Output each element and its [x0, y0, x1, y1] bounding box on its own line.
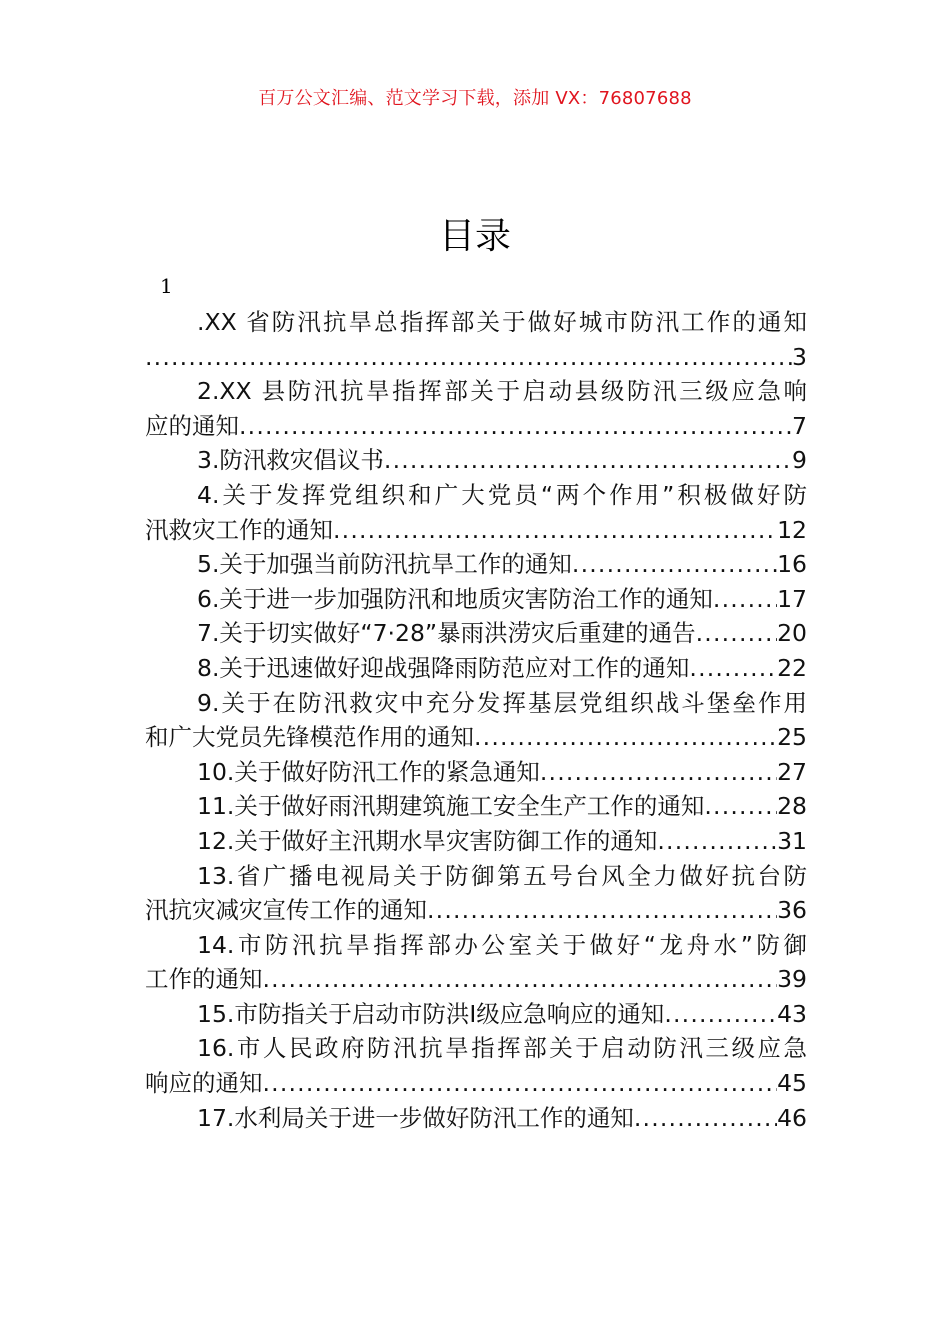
toc-entry-1-line-1[interactable]: .XX 省防汛抗旱总指挥部关于做好城市防汛工作的通知	[197, 308, 807, 336]
toc-entry-7[interactable]: 7.关于切实做好“7·28”暴雨洪涝灾后重建的通告 ..... 20	[145, 616, 807, 651]
page-number: 43	[777, 999, 807, 1028]
toc-entry-4-line-2[interactable]: 汛救灾工作的通知 ..... 12	[145, 513, 807, 548]
leader-dots	[333, 513, 777, 548]
toc-entry-16-line-1[interactable]: 16.市人民政府防汛抗旱指挥部关于启动防汛三级应急	[197, 1034, 807, 1063]
toc-entry-13-line-1[interactable]: 13.省广播电视局关于防御第五号台风全力做好抗台防	[197, 861, 807, 890]
toc-entry-2-line-1[interactable]: 2.XX 县防汛抗旱指挥部关于启动县级防汛三级应急响	[197, 377, 807, 406]
page-number: 27	[777, 757, 807, 786]
toc-entry-12[interactable]: 12.关于做好主汛期水旱灾害防御工作的通知 ..... 31	[145, 824, 807, 859]
leader-dots	[713, 582, 777, 617]
toc-entry-9-line-2[interactable]: 和广大党员先锋模范作用的通知 ..... 25	[145, 720, 807, 755]
page-number: 17	[777, 584, 807, 613]
toc-entry-9-line-1[interactable]: 9.关于在防汛救灾中充分发挥基层党组织战斗堡垒作用	[197, 688, 807, 717]
leader-dots	[145, 340, 792, 375]
leader-dots	[634, 1101, 777, 1136]
leader-dots	[689, 651, 777, 686]
toc-entry-11[interactable]: 11.关于做好雨汛期建筑施工安全生产工作的通知 ..... 28	[145, 789, 807, 824]
leader-dots	[474, 720, 777, 755]
page-number: 28	[777, 792, 807, 821]
page-number: 45	[777, 1069, 807, 1098]
watermark-header: 百万公文汇编、范文学习下载，添加 VX：76807688	[258, 88, 692, 109]
page-number: 39	[777, 965, 807, 994]
page-number: 20	[777, 619, 807, 648]
toc-entry-14-line-2[interactable]: 工作的通知 ..... 39	[145, 962, 807, 997]
toc-entry-6[interactable]: 6.关于进一步加强防汛和地质灾害防治工作的通知 ..... 17	[145, 582, 807, 617]
leader-dots	[664, 997, 777, 1032]
leader-dots	[384, 443, 792, 478]
page-number: 22	[777, 653, 807, 682]
page-title: 目录	[438, 216, 511, 257]
leader-dots	[572, 547, 777, 582]
page-number: 3	[792, 342, 807, 371]
toc-entry-3[interactable]: 3.防汛救灾倡议书 ..... 9	[145, 443, 807, 478]
toc-entry-10[interactable]: 10.关于做好防汛工作的紧急通知 ..... 27	[145, 755, 807, 790]
table-of-contents	[145, 305, 807, 1135]
leader-dots	[263, 962, 778, 997]
toc-lead-number: 1	[160, 274, 173, 298]
toc-entry-15[interactable]: 15.市防指关于启动市防洪Ⅰ级应急响应的通知 ..... 43	[145, 997, 807, 1032]
page-number: 12	[777, 515, 807, 544]
page-number: 31	[777, 826, 807, 855]
page-number: 7	[792, 411, 807, 440]
leader-dots	[704, 789, 777, 824]
leader-dots	[696, 616, 777, 651]
leader-dots	[239, 409, 792, 444]
toc-entry-8[interactable]: 8.关于迅速做好迎战强降雨防范应对工作的通知 ..... 22	[145, 651, 807, 686]
page-number: 36	[777, 896, 807, 925]
toc-entry-16-line-2[interactable]: 响应的通知 ..... 45	[145, 1066, 807, 1101]
toc-entry-2-line-2[interactable]: 应的通知 ..... 7	[145, 409, 807, 444]
page-number: 25	[777, 723, 807, 752]
leader-dots	[657, 824, 777, 859]
toc-entry-1-line-2[interactable]	[145, 340, 807, 375]
page-number: 16	[777, 550, 807, 579]
leader-dots	[427, 893, 777, 928]
page-number: 46	[777, 1103, 807, 1132]
toc-entry-14-line-1[interactable]: 14.市防汛抗旱指挥部办公室关于做好“龙舟水”防御	[197, 930, 807, 959]
toc-entry-4-line-1[interactable]: 4.关于发挥党组织和广大党员“两个作用”积极做好防	[197, 480, 807, 509]
toc-entry-5[interactable]: 5.关于加强当前防汛抗旱工作的通知 ..... 16	[145, 547, 807, 582]
toc-entry-17[interactable]: 17.水利局关于进一步做好防汛工作的通知 ..... 46	[145, 1101, 807, 1136]
leader-dots	[540, 755, 777, 790]
leader-dots	[263, 1066, 778, 1101]
page-number: 9	[792, 446, 807, 475]
toc-entry-13-line-2[interactable]: 汛抗灾减灾宣传工作的通知 ..... 36	[145, 893, 807, 928]
